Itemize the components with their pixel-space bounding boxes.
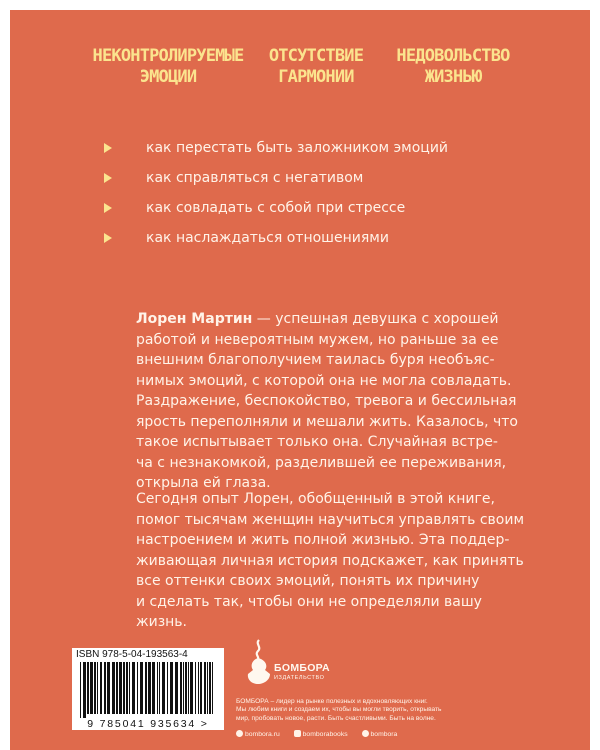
header-uncontrolled-emotions: НЕКОНТРОЛИРУЕМЫЕ ЭМОЦИИ (92, 46, 244, 87)
barcode-bar (100, 662, 102, 714)
author-name: Лорен Мартин (136, 311, 253, 327)
barcode-bar (162, 662, 165, 714)
barcode-bar (200, 662, 202, 714)
barcode-bar (145, 662, 147, 714)
barcode-bar (175, 662, 178, 714)
bomb-logo-icon (246, 638, 272, 686)
paragraph-line: работой и невероятным мужем, но раньше за ее (136, 331, 499, 348)
book-back-cover: НЕКОНТРОЛИРУЕМЫЕ ЭМОЦИИ ОТСУТСТВИЕ ГАРМОНИИ НЕДОВОЛЬСТВО ЖИЗНЬЮ как перестать быть заложником эмоций как справляться с негативом как совладать с собой при стрессе как наслаждаться отношениями Лорен Мартин — успешная девушка с хорошей работой и невероятным мужем, но раньше за ее внешним благополучием таилась буря необъяс- нимых эмоций, с которой она не могла совладать. Раздражение, беспокойство, тревога и бессильная ярость переполняли и мешали жить. Казалось, что такое испытывает только она. Случайная встре- ча с незнакомкой, разделившей ее переживания, открыла ей глаза. Сегодня опыт Лорен, обобщенный в этой книге, помог тысячам женщин научиться управлять своим настроением и жить полной жизнью. Эта поддер- живающая личная история подскажет, как принять все оттенки своих эмоций, понять их причину и сделать так, чтобы они не определяли вашу жизнь. ISBN 978-5-04-193563-4 9 785041 935634 > БОМБОРА ИЗДАТЕЛЬСТВО БОМБОРА – лидер на рынке полезных и вдохновляющих книг. Мы любим книги и создаем их, чтобы вы могли творить, открывать мир, пробовать новое, расти. Быть счастливыми. Быть на волне. bombora.ru bomborabooks bombora (10, 10, 590, 750)
header-lack-of-harmony: ОТСУТСТВИЕ ГАРМОНИИ (268, 46, 364, 87)
telegram-icon (362, 730, 369, 737)
barcode-bar (167, 662, 168, 714)
barcode-bar (83, 662, 86, 718)
description-paragraph-1 (136, 309, 516, 494)
barcode-block (72, 648, 224, 730)
barcode-bar (132, 662, 135, 714)
barcode-bar (148, 662, 151, 714)
barcode-bar (204, 662, 206, 714)
barcode-bar (94, 662, 96, 714)
paragraph-line: нимых эмоций, с которой она не могла совладать. (136, 372, 512, 389)
barcode-bar (198, 662, 199, 714)
triangle-bullet-icon (104, 143, 112, 153)
barcode-bar (170, 662, 173, 714)
barcode-bar (152, 662, 155, 714)
barcode-bar (157, 662, 158, 714)
social-website[interactable]: bombora.ru (236, 730, 280, 738)
social-telegram[interactable]: bombora (362, 730, 398, 738)
paragraph-line: все оттенки своих эмоций, понять их причину (136, 573, 480, 589)
barcode-bar (159, 662, 160, 714)
paragraph-line: ярость переполняли и мешали жить. Казалось, что (136, 413, 518, 430)
paragraph-line: и сделать так, чтобы они не определяли вашу (136, 593, 482, 610)
vk-icon (294, 730, 301, 737)
barcode-bar (190, 662, 193, 714)
barcode-bar (87, 662, 89, 714)
paragraph-line: помог тысячам женщин научиться управлять своим (136, 511, 525, 528)
barcode-icon (78, 662, 218, 718)
barcode-bar (123, 662, 125, 714)
barcode-bar (90, 662, 93, 714)
publisher-blurb: БОМБОРА – лидер на рынке полезных и вдохновляющих книг. Мы любим книги и создаем их, чтобы вы могли творить, открывать мир, пробовать новое, расти. Быть счастливыми. Быть на волне. (236, 698, 442, 722)
isbn-text: ISBN 978-5-04-193563-4 (76, 649, 188, 660)
barcode-bar (126, 662, 128, 714)
barcode-bar (207, 662, 208, 714)
paragraph-line: такое испытывает только она. Случайная встре- (136, 434, 498, 450)
paragraph-line: Раздражение, беспокойство, тревога и бессильная (136, 393, 517, 409)
header-life-dissatisfaction: НЕДОВОЛЬСТВО ЖИЗНЬЮ (396, 46, 510, 87)
barcode-bar (188, 662, 189, 714)
paragraph-line: внешним благополучием таилась буря необъяс- (136, 352, 495, 368)
paragraph-line: жизнь. (136, 614, 188, 630)
barcode-bar (112, 662, 115, 714)
paragraph-line: Сегодня опыт Лорен, обобщенный в этой книге, (136, 491, 495, 507)
barcode-bar (183, 662, 184, 714)
paragraph-line: живающая личная история подскажет, как принять (136, 552, 524, 569)
social-books[interactable]: bomborabooks (294, 730, 348, 738)
barcode-number: 9 785041 935634 > (87, 718, 209, 730)
barcode-bar (104, 662, 106, 714)
triangle-bullet-icon (104, 203, 112, 213)
barcode-bar (185, 662, 187, 714)
web-icon (236, 730, 243, 737)
paragraph-line: настроением и жить полной жизнью. Эта поддер- (136, 532, 510, 548)
header-keywords (10, 46, 590, 106)
publisher-logo (246, 638, 386, 688)
description-paragraph-2 (136, 489, 525, 633)
barcode-bar (107, 662, 110, 714)
barcode-bar (119, 662, 122, 714)
barcode-bar (137, 662, 138, 714)
paragraph-line: ча с незнакомкой, разделившей ее переживания, (136, 454, 507, 471)
paragraph-line: открыла ей глаза. (136, 475, 271, 491)
barcode-bar (212, 662, 213, 714)
barcode-bar (80, 662, 81, 718)
triangle-bullet-icon (104, 173, 112, 183)
barcode-bar (97, 662, 98, 714)
paragraph-line: Лорен Мартин — успешная девушка с хорошей (136, 311, 499, 327)
publisher-socials (236, 730, 409, 740)
triangle-bullet-icon (104, 233, 112, 243)
barcode-bar (209, 662, 211, 714)
barcode-bar (129, 662, 130, 714)
barcode-bar (195, 662, 196, 714)
publisher-name: БОМБОРА (274, 662, 330, 674)
publisher-subtitle: ИЗДАТЕЛЬСТВО (274, 675, 325, 681)
barcode-bar (180, 662, 182, 714)
barcode-bar (140, 662, 143, 714)
barcode-bar (116, 662, 118, 714)
